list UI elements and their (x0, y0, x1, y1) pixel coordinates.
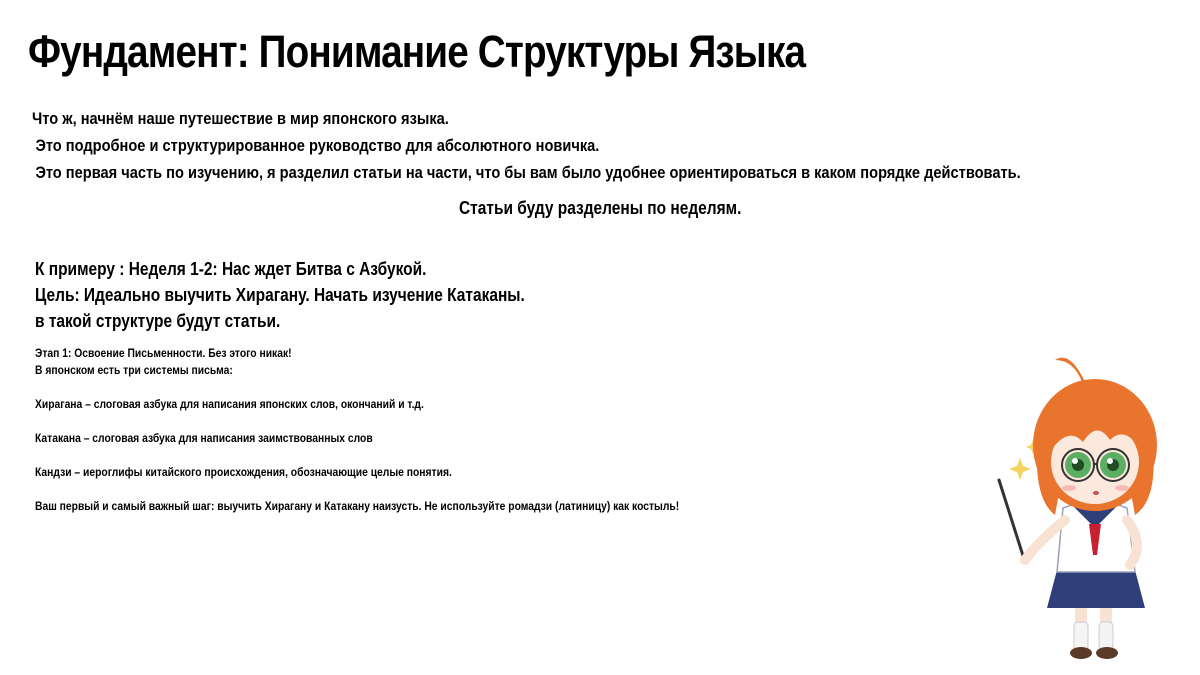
weeks-note (0, 198, 1200, 219)
example-block (35, 256, 525, 334)
example-line: Цель: Идеально выучить Хирагану. Начать изучение Катаканы. (35, 285, 525, 305)
example-line: в такой структуре будут статьи. (35, 311, 281, 331)
page-title: Фундамент: Понимание Структуры Языка (28, 26, 806, 77)
first-step-note: Ваш первый и самый важный шаг: выучить Хирагану и Катакану наизусть. Не используйте ромадзи (латиницу) как костыль! (35, 499, 680, 513)
weeks-note-text: Статьи буду разделены по неделям. (458, 198, 742, 218)
skirt (1047, 570, 1145, 608)
example-line: К примеру : Неделя 1-2: Нас ждет Битва с Азбукой. (35, 259, 427, 279)
katakana-description: Катакана – слоговая азбука для написания заимствованных слов (35, 431, 373, 445)
stage-subheading: В японском есть три системы письма: (35, 363, 233, 377)
stage-heading: Этап 1: Освоение Письменности. Без этого никак! (35, 346, 292, 360)
anime-girl-illustration (985, 340, 1190, 665)
stage-block (35, 345, 679, 515)
intro-line: Это подробное и структурированное руководство для абсолютного новичка. (35, 136, 600, 155)
intro-paragraph (32, 105, 1021, 186)
intro-line: Что ж, начнём наше путешествие в мир японского языка. (32, 109, 449, 128)
kanji-description: Кандзи – иероглифы китайского происхождения, обозначающие целые понятия. (35, 465, 452, 479)
intro-line: Это первая часть по изучению, я разделил статьи на части, что бы вам было удобнее ориентироваться в каком порядке действовать. (35, 163, 1021, 182)
sparkle-icon (1009, 458, 1031, 480)
hiragana-description: Хирагана – слоговая азбука для написания японских слов, окончаний и т.д. (35, 397, 424, 411)
pointer-stick (999, 480, 1025, 562)
